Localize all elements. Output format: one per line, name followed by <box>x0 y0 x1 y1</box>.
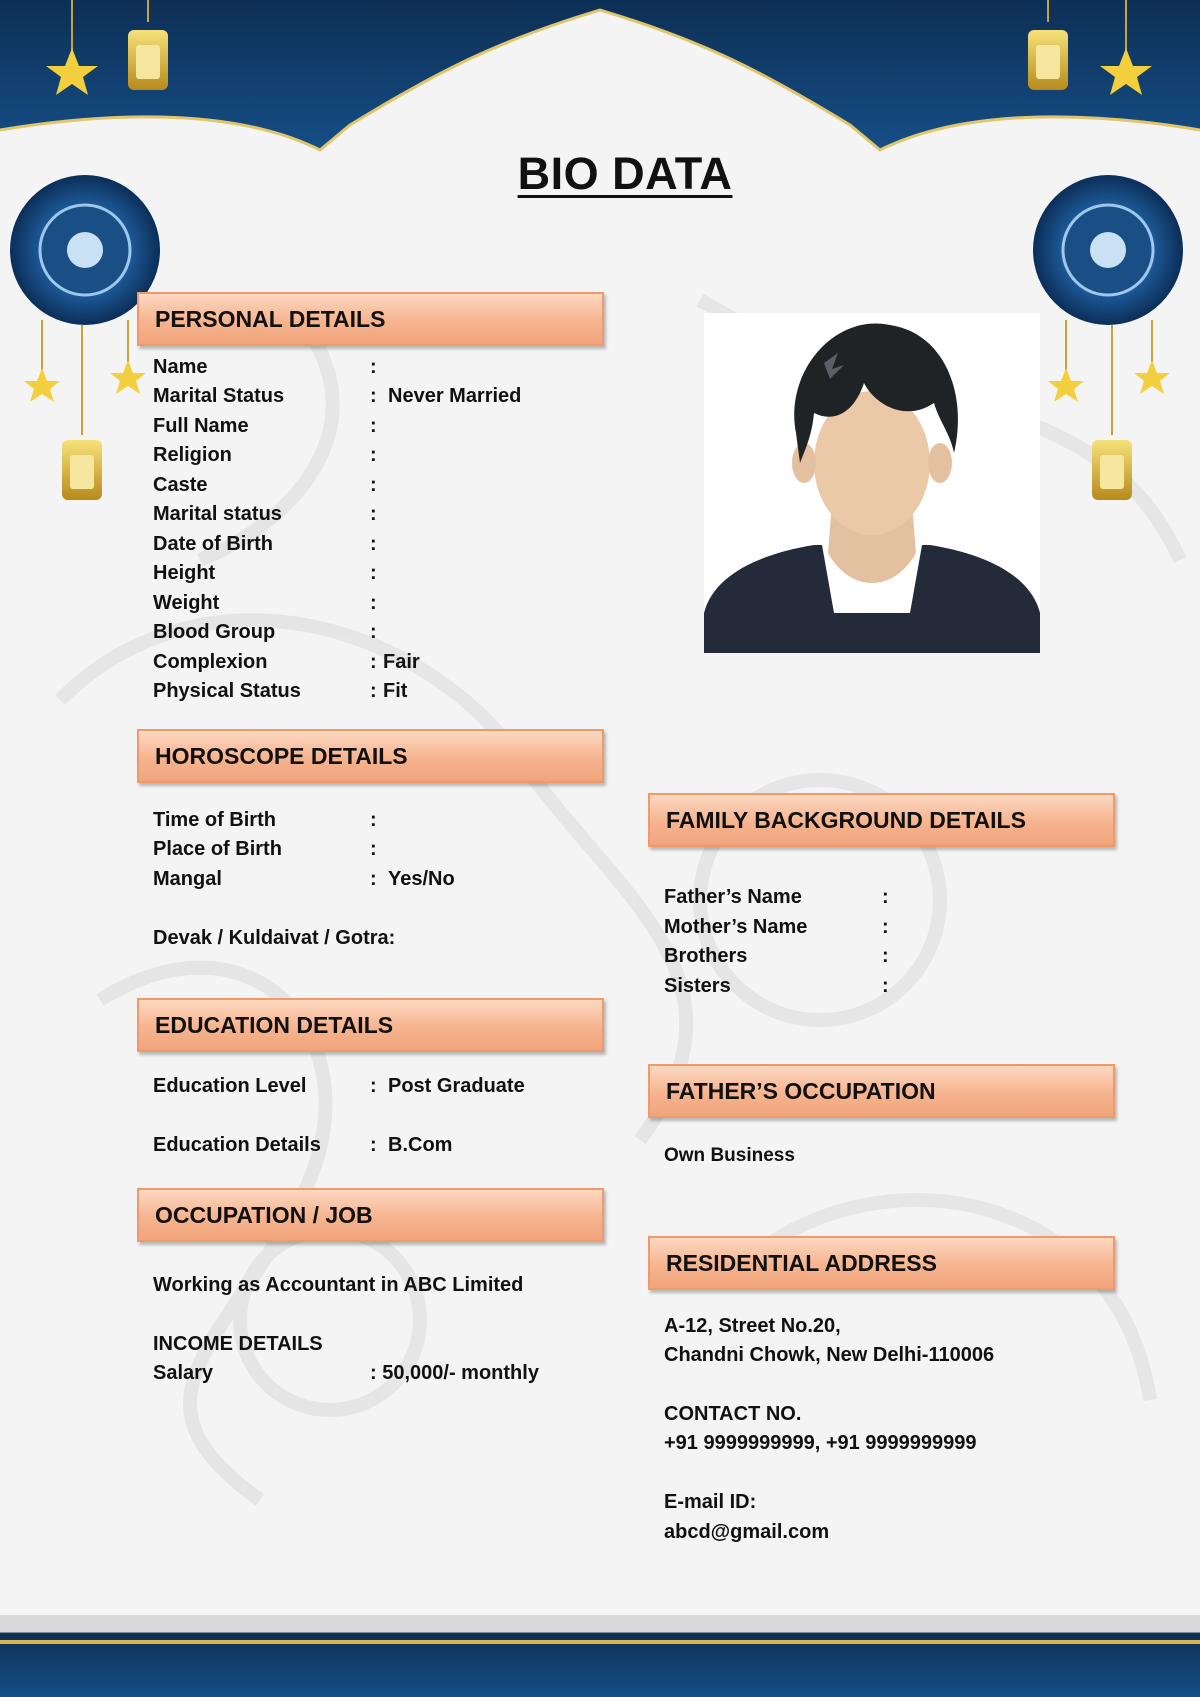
father-occupation-text: Own Business <box>664 1145 795 1166</box>
residential-address-header: RESIDENTIAL ADDRESS <box>648 1236 1115 1290</box>
address-line-1: A-12, Street No.20, <box>664 1315 841 1337</box>
father-occupation-header: FATHER’S OCCUPATION <box>648 1064 1115 1118</box>
contact-heading: CONTACT NO. <box>664 1403 802 1425</box>
email-address: abcd@gmail.com <box>664 1521 830 1543</box>
family-background-header: FAMILY BACKGROUND DETAILS <box>648 793 1115 847</box>
biodata-page: BIO DATA PERSONAL DETAILS Name : Marital Status : Never Married Full Name : Religion : Caste : Marital status : Date of Birth : Height : Weight : Blood Group : Complexion : Fair Physical Status : Fit HOROSCOPE DETAILS Time of Birth : Place of Birth : Mangal : Yes/No Devak / Kuldaivat / Gotra: EDUCATION DETAILS Education Level : Post Graduate Education Details : B.Com OCCUPATION / JOB Working as Accountant in ABC Limited INCOME DETAILS Salary : 50,000/- monthly FAMILY BACKGROUND DETAILS Father’s Name : Mother’s Name : Brothers : Sisters : FATHER’S OCCUPATION Own Business RESIDENTIAL ADDRESS A-12, Street No.20, Chandni Chowk, New Delhi-110006 CONTACT NO. +91 9999999999, +91 9999999999 E-mail ID: abcd@gmail.com <box>0 0 1200 1697</box>
profile-photo <box>704 313 1040 653</box>
avatar-illustration <box>704 313 1040 653</box>
email-heading: E-mail ID: <box>664 1491 757 1513</box>
education-details-header: EDUCATION DETAILS <box>137 998 604 1052</box>
address-line-2: Chandni Chowk, New Delhi-110006 <box>664 1344 995 1366</box>
occupation-header: OCCUPATION / JOB <box>137 1188 604 1242</box>
personal-details-header: PERSONAL DETAILS <box>137 292 604 346</box>
page-title: BIO DATA <box>517 148 733 199</box>
horoscope-details-header: HOROSCOPE DETAILS <box>137 729 604 783</box>
horoscope-gotra: Devak / Kuldaivat / Gotra: <box>153 927 396 949</box>
contact-numbers: +91 9999999999, +91 9999999999 <box>664 1432 977 1454</box>
occupation-text: Working as Accountant in ABC Limited <box>153 1274 524 1296</box>
income-details-heading: INCOME DETAILS <box>153 1333 323 1355</box>
